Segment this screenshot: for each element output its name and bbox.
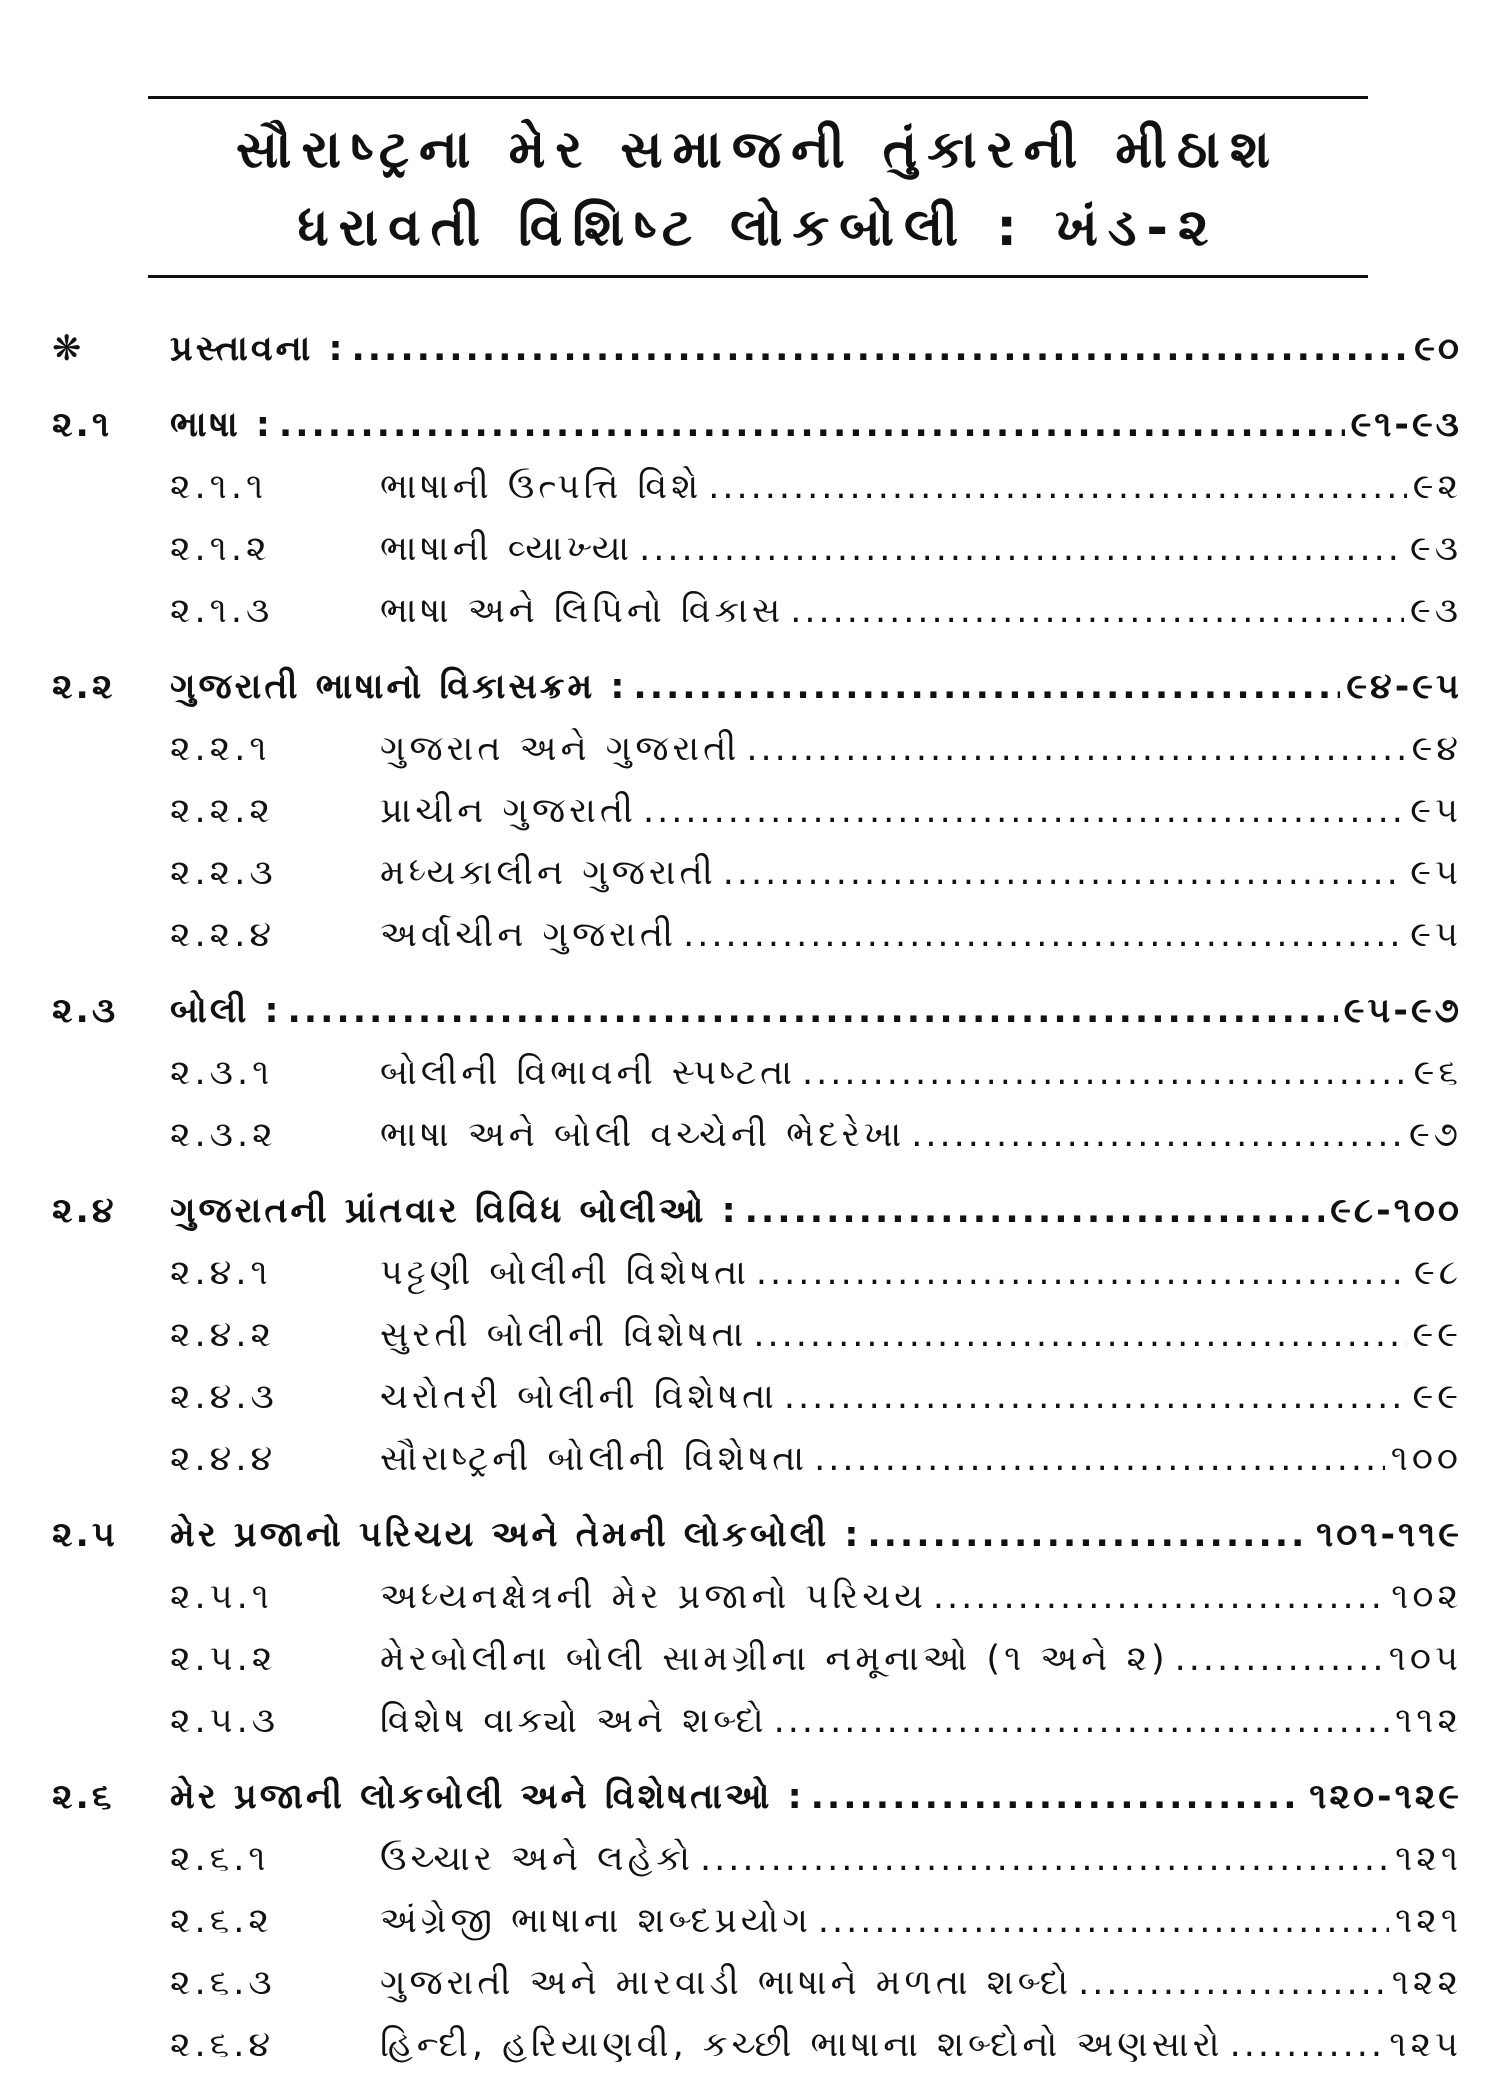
toc-entry-2-6-1 (52, 1828, 1462, 1890)
toc-entry-number: ૨.૪.૪ (170, 1439, 277, 1479)
toc-entry-page: ૯૪-૯૫ (1346, 667, 1462, 707)
toc-entry-page: ૯૯ (1412, 1315, 1462, 1355)
toc-entry-page: ૧૦૨ (1391, 1577, 1462, 1617)
toc-entry-title: બોલી : (170, 991, 282, 1031)
toc-entry-2-3-1 (52, 1042, 1462, 1104)
toc-entry-title: ગુજરાતી ભાષાનો વિકાસક્રમ : (170, 667, 628, 707)
toc-entry-2-5-1 (52, 1566, 1462, 1628)
leader-dots (1175, 1628, 1383, 1690)
toc-entry-title: મધ્યકાલીન ગુજરાતી (380, 853, 717, 893)
leader-dots (818, 1890, 1389, 1952)
toc-entry-title: ઉચ્ચાર અને લહેકો (380, 1839, 694, 1879)
leader-dots (811, 1766, 1304, 1828)
toc-entry-title: પ્રસ્તાવના : (170, 329, 346, 369)
toc-entry-title: અધ્યનક્ષેત્રની મેર પ્રજાનો પરિચય (380, 1577, 927, 1617)
toc-entry-2-4-1 (52, 1242, 1462, 1304)
toc-entry-2-6-4 (52, 2014, 1462, 2076)
toc-entry-page: ૧૨૦-૧૨૯ (1309, 1777, 1462, 1817)
toc-entry-title: બોલીની વિભાવની સ્પષ્ટતા (380, 1053, 796, 1093)
toc-entry-number: ૨.૫.૧ (170, 1577, 273, 1617)
leader-dots (756, 1242, 1408, 1304)
toc-entry-2-4-4 (52, 1428, 1462, 1490)
toc-entry-title: મેરબોલીના બોલી સામગ્રીના નમૂનાઓ (૧ અને ૨) (380, 1639, 1169, 1679)
toc-entry-number: ૨.૧ (52, 405, 112, 445)
toc-entry-number: ૨.૫.૨ (170, 1639, 277, 1679)
toc-entry-title: સુરતી બોલીની વિશેષતા (380, 1315, 748, 1355)
toc-entry-title: ગુજરાતની પ્રાંતવાર વિવિધ બોલીઓ : (170, 1191, 739, 1231)
toc-entry-title: હિન્દી, હરિયાણવી, કચ્છી ભાષાના શબ્દોનો અણસારો (380, 2025, 1224, 2065)
toc-entry-number: ૨.૬.૧ (170, 1839, 270, 1879)
toc-section-2-3 (52, 980, 1462, 1042)
leader-dots (753, 1304, 1406, 1366)
toc-entry-page: ૧૨૫ (1389, 2025, 1462, 2065)
toc-entry-number: ૨.૫ (52, 1515, 118, 1555)
toc-section-2-5 (52, 1504, 1462, 1566)
toc-entry-number: ૨.૬ (52, 1777, 115, 1817)
toc-entry-page: ૯૯ (1412, 1377, 1462, 1417)
table-of-contents (52, 318, 1462, 2076)
toc-entry-title: ગુજરાતી અને મારવાડી ભાષાને મળતા શબ્દો (380, 1963, 1073, 2003)
leader-dots (933, 1566, 1385, 1628)
toc-entry-2-1-3 (52, 580, 1462, 642)
toc-entry-number: ૨.૧.૨ (170, 529, 271, 569)
leader-dots (639, 518, 1404, 580)
toc-entry-number: ૨.૪.૧ (170, 1253, 272, 1293)
leader-dots (633, 656, 1340, 718)
leader-dots (802, 1042, 1408, 1104)
toc-entry-title: ભાષાની ઉત્પત્તિ વિશે (380, 467, 703, 507)
toc-entry-page: ૯૫ (1410, 853, 1462, 893)
toc-entry-page: ૧૨૨ (1391, 1963, 1462, 2003)
toc-entry-2-2-4 (52, 904, 1462, 966)
toc-entry-page: ૧૦૦ (1390, 1439, 1462, 1479)
toc-entry-page: ૯૩ (1409, 529, 1462, 569)
toc-entry-2-2-3 (52, 842, 1462, 904)
toc-entry-page: ૧૧૨ (1395, 1701, 1462, 1741)
toc-entry-2-6-3 (52, 1952, 1462, 2014)
toc-entry-2-2-1 (52, 718, 1462, 780)
toc-entry-number: ૨.૨ (52, 667, 116, 707)
toc-entry-page: ૯૭ (1408, 1115, 1462, 1155)
toc-entry-title: ભાષા અને લિપિનો વિકાસ (380, 591, 785, 631)
toc-entry-page: ૯૫ (1410, 915, 1462, 955)
leader-dots (288, 980, 1338, 1042)
toc-entry-page: ૧૨૧ (1395, 1839, 1462, 1879)
leader-dots (351, 318, 1408, 380)
toc-entry-2-5-3 (52, 1690, 1462, 1752)
toc-entry-number: ૨.૪.૩ (170, 1377, 278, 1417)
toc-entry-number: ૨.૩.૧ (170, 1053, 274, 1093)
toc-entry-title: અર્વાચીન ગુજરાતી (380, 915, 678, 955)
toc-entry-2-1-1 (52, 456, 1462, 518)
toc-entry-number: ૨.૨.૨ (170, 791, 274, 831)
toc-entry-page: ૯૫ (1410, 791, 1462, 831)
leader-dots (1078, 1952, 1386, 2014)
toc-entry-title: ભાષા : (170, 405, 273, 445)
toc-entry-number: ૨.૬.૪ (170, 2025, 275, 2065)
leader-dots (708, 456, 1407, 518)
toc-entry-number: ❋ (52, 329, 85, 369)
toc-entry-number: ૨.૨.૩ (170, 853, 277, 893)
toc-entry-title: સૌરાષ્ટ્રની બોલીની વિશેષતા (380, 1439, 809, 1479)
toc-entry-2-1-2 (52, 518, 1462, 580)
leader-dots (643, 780, 1404, 842)
toc-entry-2-5-2 (52, 1628, 1462, 1690)
toc-entry-title: વિશેષ વાક્યો અને શબ્દો (380, 1701, 768, 1741)
leader-dots (790, 580, 1404, 642)
toc-entry-number: ૨.૧.૩ (170, 591, 274, 631)
toc-entry-page: ૯૨ (1412, 467, 1462, 507)
toc-entry-page: ૯૧-૯૩ (1350, 405, 1462, 445)
toc-entry-2-6-2 (52, 1890, 1462, 1952)
toc-entry-preface (52, 318, 1462, 380)
heading-line-1: સૌરાષ્ટ્રના મેર સમાજની તુંકારની મીઠાશ (235, 120, 1281, 180)
leader-dots (700, 1828, 1389, 1890)
toc-entry-title: પ્રાચીન ગુજરાતી (380, 791, 638, 831)
leader-dots (911, 1104, 1403, 1166)
toc-entry-number: ૨.૧.૧ (170, 467, 268, 507)
toc-entry-number: ૨.૪ (52, 1191, 117, 1231)
toc-section-2-1 (52, 394, 1462, 456)
leader-dots (774, 1690, 1389, 1752)
toc-entry-2-4-2 (52, 1304, 1462, 1366)
leader-dots (683, 904, 1404, 966)
toc-entry-title: ભાષાની વ્યાખ્યા (380, 529, 634, 569)
toc-entry-title: ગુજરાત અને ગુજરાતી (380, 729, 741, 769)
toc-entry-number: ૨.૪.૨ (170, 1315, 276, 1355)
toc-entry-number: ૨.૫.૩ (170, 1701, 280, 1741)
toc-entry-number: ૨.૩.૨ (170, 1115, 277, 1155)
toc-entry-page: ૧૦૫ (1388, 1639, 1462, 1679)
toc-section-2-6 (52, 1766, 1462, 1828)
leader-dots (784, 1366, 1407, 1428)
leader-dots (745, 1180, 1325, 1242)
leader-dots (1230, 2014, 1384, 2076)
toc-entry-number: ૨.૩ (52, 991, 119, 1031)
toc-section-2-4 (52, 1180, 1462, 1242)
leader-dots (279, 394, 1345, 456)
toc-section-2-2 (52, 656, 1462, 718)
toc-entry-2-4-3 (52, 1366, 1462, 1428)
toc-entry-page: ૯૬ (1413, 1053, 1462, 1093)
toc-entry-page: ૯૫-૯૭ (1343, 991, 1462, 1031)
toc-entry-page: ૧૦૧-૧૧૯ (1316, 1515, 1462, 1555)
toc-entry-2-3-2 (52, 1104, 1462, 1166)
toc-entry-title: ચરોતરી બોલીની વિશેષતા (380, 1377, 778, 1417)
toc-entry-page: ૯૮ (1414, 1253, 1462, 1293)
toc-entry-2-2-2 (52, 780, 1462, 842)
leader-dots (723, 842, 1405, 904)
toc-entry-number: ૨.૨.૪ (170, 915, 276, 955)
toc-entry-title: ભાષા અને બોલી વચ્ચેની ભેદરેખા (380, 1115, 906, 1155)
toc-entry-title: મેર પ્રજાનો પરિચય અને તેમની લોકબોલી : (170, 1515, 862, 1555)
leader-dots (814, 1428, 1385, 1490)
heading-top-rule (148, 96, 1368, 99)
toc-entry-page: ૯૦ (1414, 329, 1462, 369)
toc-entry-page: ૧૨૧ (1395, 1901, 1462, 1941)
toc-entry-number: ૨.૨.૧ (170, 729, 271, 769)
toc-entry-title: મેર પ્રજાની લોકબોલી અને વિશેષતાઓ : (170, 1777, 805, 1817)
toc-entry-number: ૨.૬.૩ (170, 1963, 276, 2003)
toc-entry-page: ૯૮-૧૦૦ (1330, 1191, 1462, 1231)
toc-entry-title: પટ્ટણી બોલીની વિશેષતા (380, 1253, 750, 1293)
toc-entry-page: ૯૪ (1411, 729, 1462, 769)
leader-dots (867, 1504, 1310, 1566)
leader-dots (746, 718, 1405, 780)
toc-entry-number: ૨.૬.૨ (170, 1901, 273, 1941)
heading-bottom-rule (148, 275, 1368, 278)
heading-line-2: ધરાવતી વિશિષ્ટ લોકબોલી : ખંડ-૨ (297, 198, 1219, 258)
toc-entry-page: ૯૩ (1409, 591, 1462, 631)
toc-entry-title: અંગ્રેજી ભાષાના શબ્દપ્રયોગ (380, 1901, 812, 1941)
